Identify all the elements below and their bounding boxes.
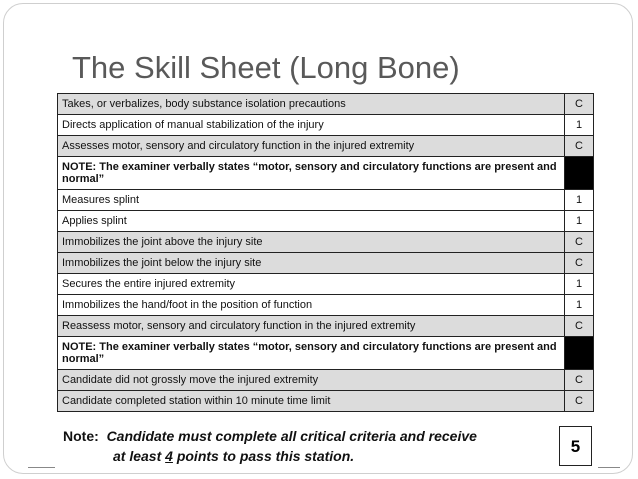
skill-text: Reassess motor, sensory and circulatory function in the injured extremity — [58, 316, 565, 337]
bottom-rule-right — [598, 467, 620, 468]
skill-text: Takes, or verbalizes, body substance isolation precautions — [58, 94, 565, 115]
skill-sheet-table — [57, 93, 594, 412]
total-points-box: 5 — [559, 426, 592, 466]
footnote-label: Note: — [63, 428, 99, 444]
skill-text: Secures the entire injured extremity — [58, 274, 565, 295]
skill-text: Immobilizes the joint above the injury site — [58, 232, 565, 253]
skill-score: C — [565, 316, 594, 337]
footnote-message: Candidate must complete all critical criteria and receive — [106, 428, 477, 444]
skill-score: 1 — [565, 274, 594, 295]
note-text: NOTE: The examiner verbally states “motor, sensory and circulatory functions are present and normal” — [58, 337, 565, 370]
footnote-pre: at least — [113, 448, 166, 464]
skill-score: C — [565, 232, 594, 253]
min-points: 4 — [165, 448, 173, 464]
note-text: NOTE: The examiner verbally states “motor, sensory and circulatory functions are present and normal” — [58, 157, 565, 190]
skill-row — [58, 136, 594, 157]
footnote — [57, 424, 594, 468]
skill-text: Directs application of manual stabilization of the injury — [58, 115, 565, 136]
skill-text: Measures splint — [58, 190, 565, 211]
footnote-post: points to pass this station. — [172, 448, 355, 464]
skill-score: 1 — [565, 211, 594, 232]
skill-text: Immobilizes the joint below the injury site — [58, 253, 565, 274]
note-score-blackout — [565, 157, 594, 190]
skill-row — [58, 94, 594, 115]
skill-score: 1 — [565, 190, 594, 211]
skill-row — [58, 232, 594, 253]
skill-text: Assesses motor, sensory and circulatory function in the injured extremity — [58, 136, 565, 157]
note-score-blackout — [565, 337, 594, 370]
skill-score: C — [565, 391, 594, 412]
skill-row — [58, 190, 594, 211]
skill-row — [58, 370, 594, 391]
skill-text: Applies splint — [58, 211, 565, 232]
skill-score: C — [565, 370, 594, 391]
skill-score: C — [565, 253, 594, 274]
footnote-line-2 — [113, 448, 354, 464]
skill-row — [58, 253, 594, 274]
skill-row — [58, 211, 594, 232]
note-row — [58, 157, 594, 190]
skill-text: Candidate did not grossly move the injured extremity — [58, 370, 565, 391]
skill-row — [58, 295, 594, 316]
skill-row — [58, 316, 594, 337]
skill-score: 1 — [565, 115, 594, 136]
skill-score: C — [565, 136, 594, 157]
skill-text: Candidate completed station within 10 minute time limit — [58, 391, 565, 412]
skill-row — [58, 391, 594, 412]
skill-score: C — [565, 94, 594, 115]
footnote-line-1 — [63, 428, 477, 444]
skill-score: 1 — [565, 295, 594, 316]
slide-title: The Skill Sheet (Long Bone) — [72, 50, 460, 85]
note-row — [58, 337, 594, 370]
skill-text: Immobilizes the hand/foot in the position of function — [58, 295, 565, 316]
skill-row — [58, 274, 594, 295]
bottom-rule-left — [28, 467, 55, 468]
skill-row — [58, 115, 594, 136]
